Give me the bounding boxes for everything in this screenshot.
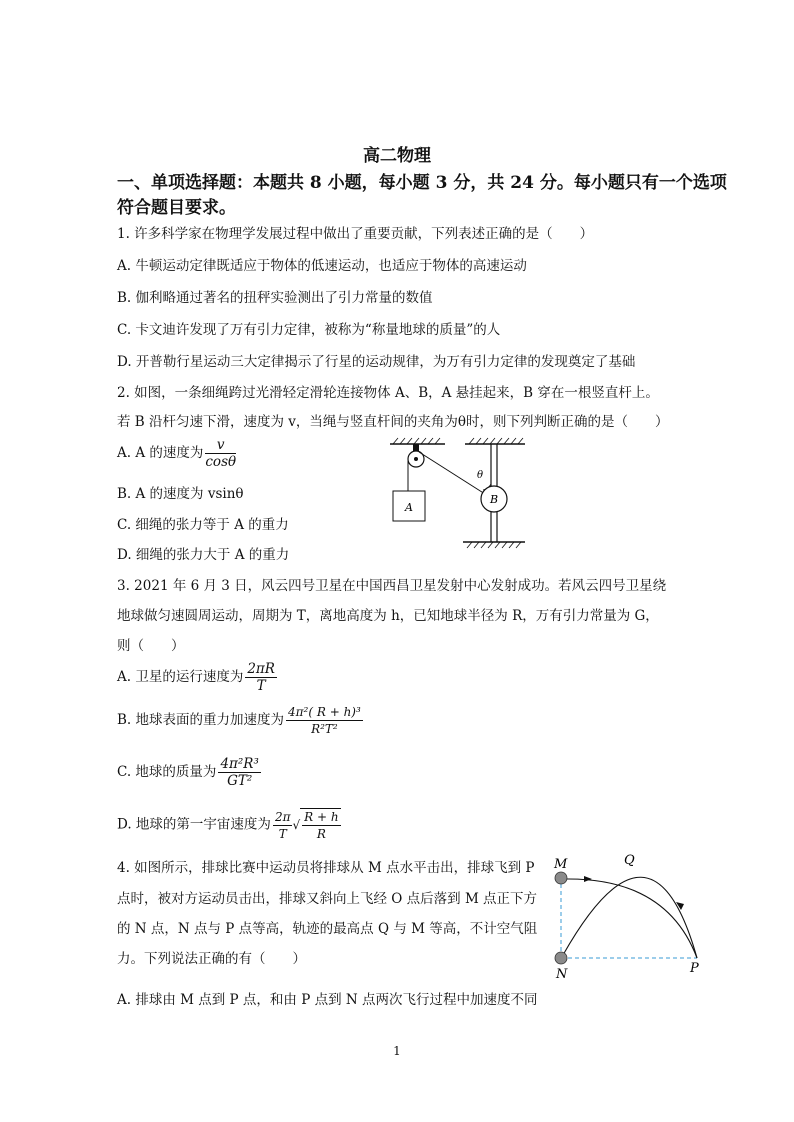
question-1-option-c: C. 卡文迪许发现了万有引力定律，被称为“称量地球的质量”的人	[117, 322, 501, 338]
question-1-option-b: B. 伽利略通过著名的扭秤实验测出了引力常量的数值	[117, 290, 433, 306]
question-3-stem-line3: 则（ ）	[117, 638, 185, 654]
point-m-label: M	[554, 857, 568, 872]
point-p-label: P	[690, 961, 699, 976]
question-3-option-c: C. 地球的质量为 $\frac{\text{4π²R³}}{\text{GT²}}$	[117, 756, 259, 789]
question-2-stem-line1: 2. 如图，一条细绳跨过光滑轻定滑轮连接物体 A、B，A 悬挂起来，B 穿在一根竖直杆上。	[117, 385, 659, 401]
block-a-label: A	[405, 501, 413, 514]
question-1-stem: 1. 许多科学家在物理学发展过程中做出了重要贡献，下列表述正确的是（ ）	[117, 226, 594, 242]
question-1-option-d: D. 开普勒行星运动三大定律揭示了行星的运动规律，为万有引力定律的发现奠定了基础	[117, 354, 636, 370]
volleyball-trajectory-figure	[552, 848, 722, 980]
question-3-stem-line2: 地球做匀速圆周运动，周期为 T，离地高度为 h，已知地球半径为 R，万有引力常量为 G，	[117, 608, 659, 624]
section-heading-line2: 符合题目要求。	[117, 198, 236, 218]
page-number: 1	[393, 1044, 401, 1058]
page-title: 高二物理	[363, 146, 431, 166]
pulley-figure	[385, 436, 535, 552]
question-4-stem-line4: 力。下列说法正确的有（ ）	[117, 951, 306, 967]
question-2-option-d: D. 细绳的张力大于 A 的重力	[117, 547, 290, 563]
question-3-option-b: B. 地球表面的重力加速度为 $\frac{\text{4π²( R + h)³}}{\text{R²T²}}$	[117, 705, 361, 736]
question-4-stem-line3: 的 N 点，N 点与 P 点等高，轨迹的最高点 Q 与 M 等高，不计空气阻	[117, 921, 538, 937]
question-3-stem-line1: 3. 2021 年 6 月 3 日，风云四号卫星在中国西昌卫星发射中心发射成功。若风云四号卫星绕	[117, 578, 667, 594]
question-2-stem-line2: 若 B 沿杆匀速下滑，速度为 v，当绳与竖直杆间的夹角为θ时，则下列判断正确的是（ ）	[117, 414, 669, 430]
theta-label: θ	[477, 470, 484, 481]
question-2-option-c: C. 细绳的张力等于 A 的重力	[117, 517, 289, 533]
question-4-option-a: A. 排球由 M 点到 P 点，和由 P 点到 N 点两次飞行过程中加速度不同	[117, 992, 538, 1008]
question-4-stem-line1: 4. 如图所示，排球比赛中运动员将排球从 M 点水平击出，排球飞到 P	[117, 860, 535, 876]
ball-b-label: B	[489, 493, 499, 506]
point-q-label: Q	[624, 853, 635, 868]
question-2-option-b: B. A 的速度为 vsinθ	[117, 486, 244, 502]
question-4-stem-line2: 点时，被对方运动员击出，排球又斜向上飞经 O 点后落到 M 点正下方	[117, 891, 538, 907]
question-2-option-a: A. A 的速度为 $\frac{v}{\cos\theta}$	[117, 437, 237, 470]
question-1-option-a: A. 牛顿运动定律既适应于物体的低速运动，也适应于物体的高速运动	[117, 258, 527, 274]
section-heading-line1: 一、单项选择题：本题共 8 小题，每小题 3 分，共 24 分。每小题只有一个选项	[117, 173, 727, 193]
question-3-option-d: D. 地球的第一宇宙速度为 $\frac{2\pi}{T}$ √ $\frac{R + h}{R}$	[117, 809, 339, 841]
question-3-option-a: A. 卫星的运行速度为 $\frac{2\pi R}{T}$	[117, 661, 275, 694]
point-n-label: N	[556, 967, 568, 980]
